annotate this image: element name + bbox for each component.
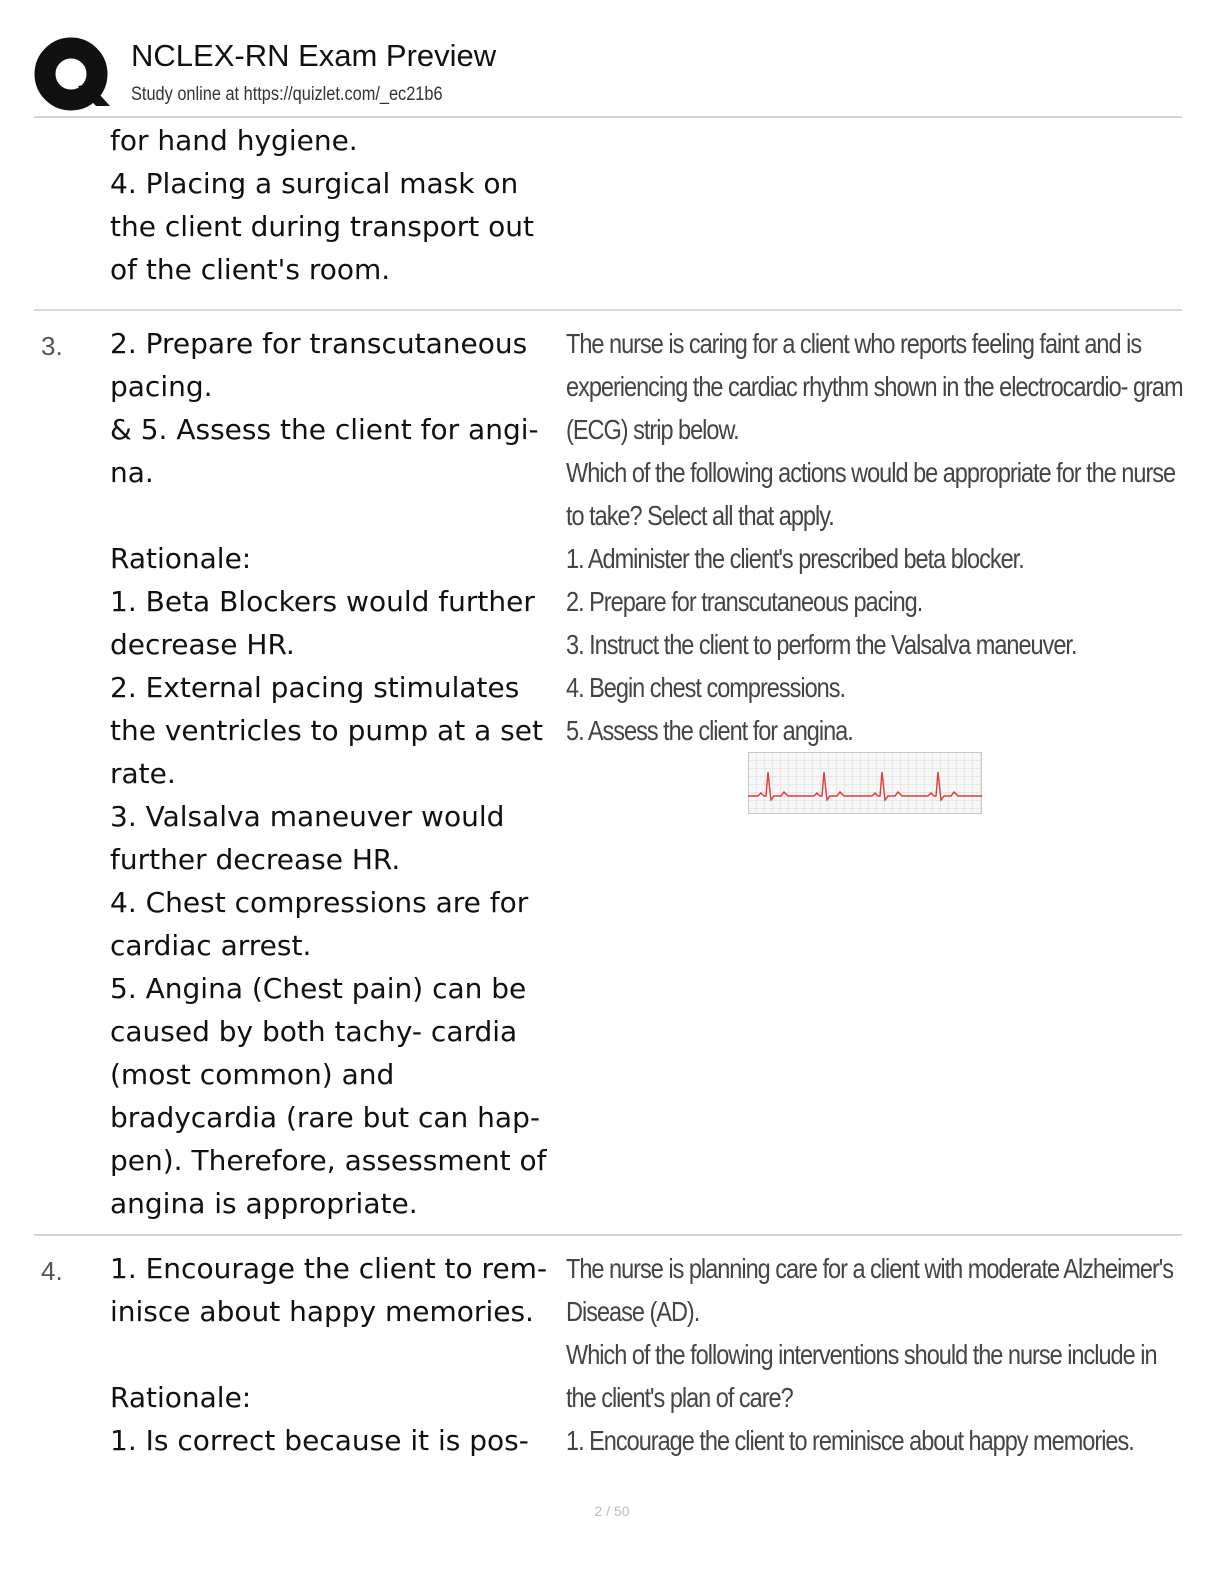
page-number: 2 / 50 [594,1503,630,1519]
card-answer: 2. Prepare for transcutaneous pacing. & 5. Assess the client for angi- na. Rationale: 1. Beta Blockers would further decrease HR. 2. External pacing stimulates the ventricles to pump at a set rate. 3. Valsalva maneuver would further decrease HR. 4. Chest compressions are for cardiac arrest. 5. Angina (Chest pain) can be caused by both tachy- cardia (most common) and bradycardia (rare but can hap- pen). Therefore, assessment of angina is appropriate. [110,327,547,1220]
card-divider [34,309,1182,311]
quizlet-q-logo-icon [34,36,112,114]
card-question: The nurse is caring for a client who reports feeling faint and is experiencing the cardiac rhythm shown in the electrocardio- gram (ECG) strip below. Which of the following actions would be appropriate for the nurse to take? Select all that apply. 1. Administer the client's prescribed beta blocker. 2. Prepare for transcutaneous pacing. 3. Instruct the client to perform the Valsalva maneuver. 4. Begin chest compressions. 5. Assess the client for angina. [566,328,1183,746]
card-answer: 1. Encourage the client to rem- inisce about happy memories. Rationale: 1. Is correct because it is pos- [110,1252,548,1457]
card-divider [34,1234,1182,1236]
page-header [34,30,1184,116]
study-online-link[interactable]: Study online at https://quizlet.com/_ec21b6 [131,84,443,105]
card-number: 3. [41,331,63,361]
continued-answer: for hand hygiene. 4. Placing a surgical mask on the client during transport out of the client's room. [110,124,535,286]
header-divider [34,116,1182,118]
card-number: 4. [41,1256,63,1286]
document-title: NCLEX-RN Exam Preview [131,38,497,73]
card-question: The nurse is planning care for a client with moderate Alzheimer's Disease (AD). Which of the following interventions should the nurse include in the client's plan of care? 1. Encourage the client to reminisce about happy memories. [566,1253,1174,1456]
ecg-strip-icon [748,752,982,814]
